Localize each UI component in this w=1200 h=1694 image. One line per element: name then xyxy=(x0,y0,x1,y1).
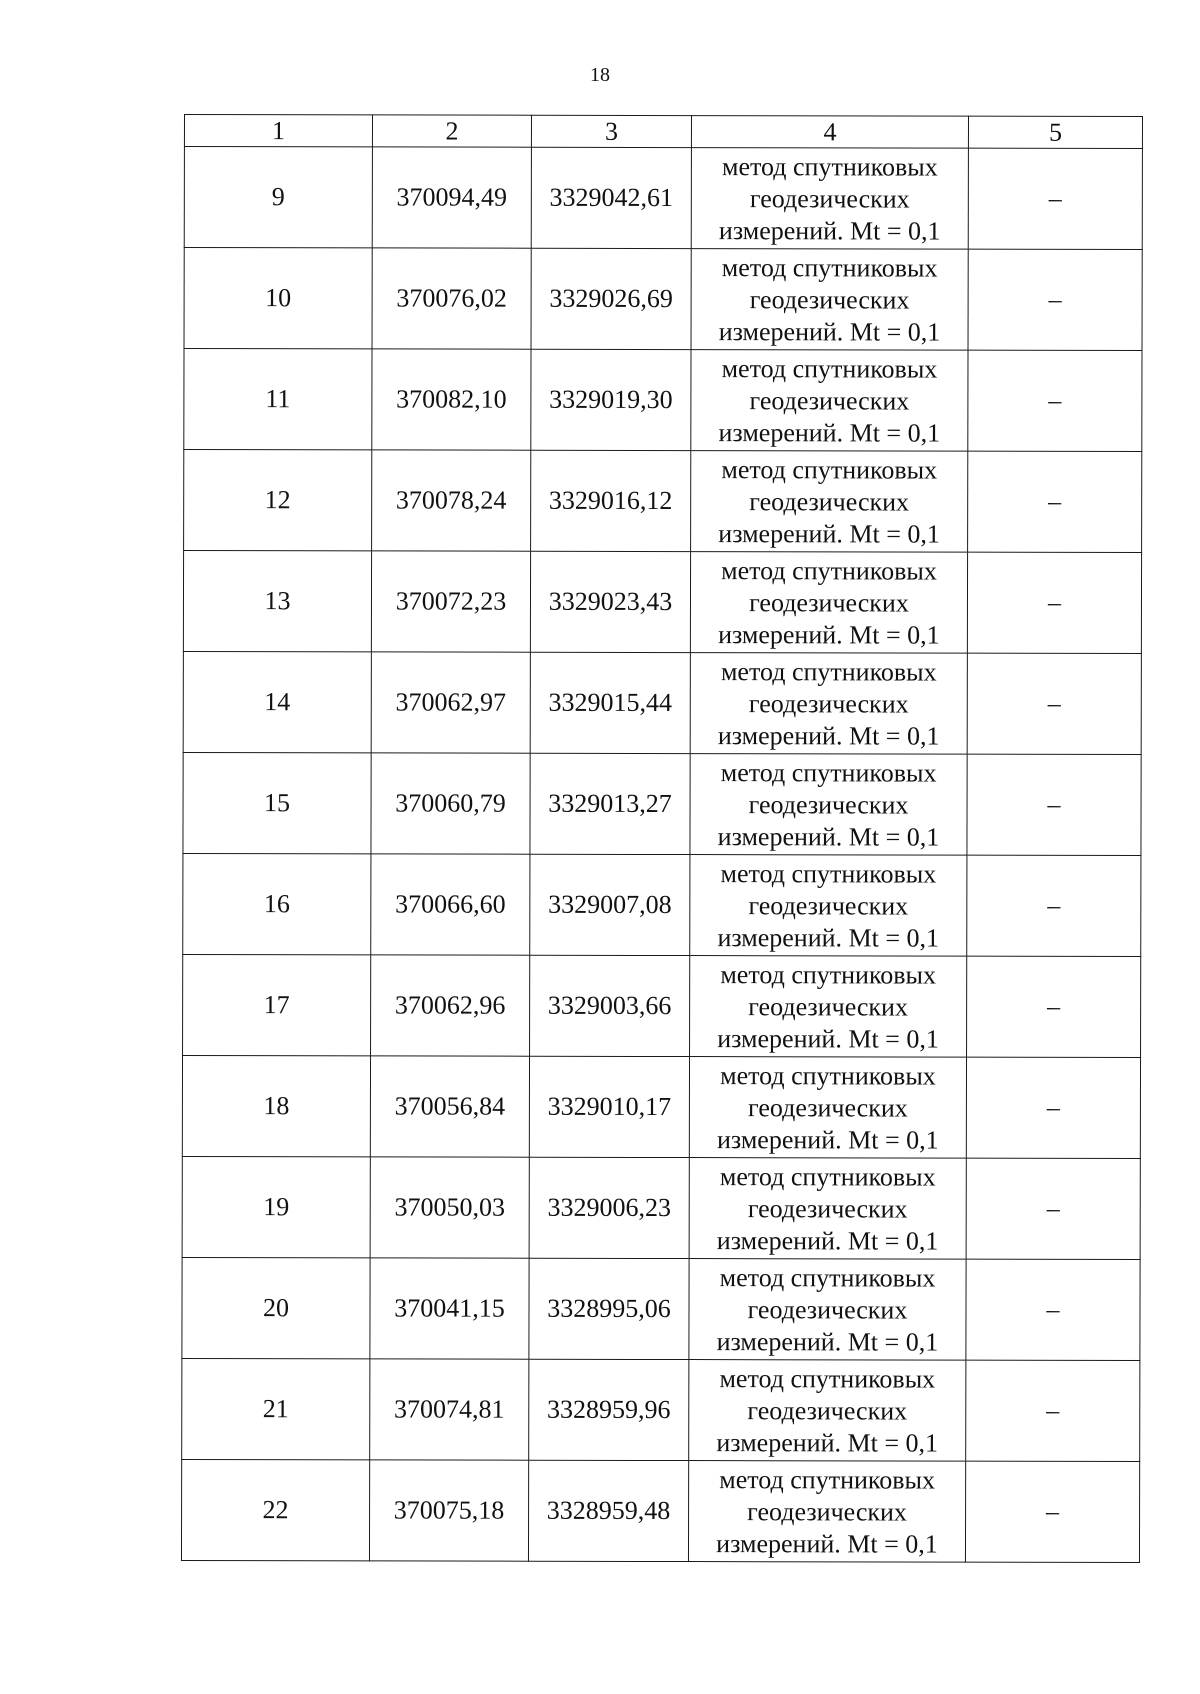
method-line: метод спутниковых xyxy=(722,152,938,182)
table-row xyxy=(183,651,1141,754)
note-cell: – xyxy=(966,1158,1140,1259)
y-coordinate-cell: 3329042,61 xyxy=(531,147,691,248)
y-coordinate-cell: 3328995,06 xyxy=(529,1258,689,1359)
note-cell: – xyxy=(968,148,1142,249)
x-coordinate-cell: 370075,18 xyxy=(369,1460,528,1561)
method-line: метод спутниковых xyxy=(721,556,937,586)
table-row xyxy=(184,450,1142,553)
x-coordinate-cell: 370094,49 xyxy=(372,147,531,248)
method-cell xyxy=(689,1057,966,1159)
table-row xyxy=(184,349,1142,452)
point-number-cell: 14 xyxy=(183,651,371,752)
note-cell: – xyxy=(967,855,1141,956)
method-line: геодезических xyxy=(747,1194,908,1224)
x-coordinate-cell: 370066,60 xyxy=(371,854,530,955)
method-line: геодезических xyxy=(747,1295,908,1325)
point-number-cell: 13 xyxy=(183,551,371,652)
y-coordinate-cell: 3328959,96 xyxy=(529,1359,689,1460)
y-coordinate-cell: 3329023,43 xyxy=(530,551,690,652)
method-cell xyxy=(688,1461,965,1563)
point-number-cell: 20 xyxy=(182,1257,370,1358)
table-row xyxy=(183,954,1141,1057)
x-coordinate-cell: 370072,23 xyxy=(371,551,530,652)
method-line: метод спутниковых xyxy=(721,354,938,384)
note-cell: – xyxy=(966,1360,1140,1461)
method-line: метод спутниковых xyxy=(721,455,938,485)
method-line: измерений. Mt = 0,1 xyxy=(716,1327,939,1357)
y-coordinate-cell: 3329016,12 xyxy=(531,450,691,551)
method-line: измерений. Mt = 0,1 xyxy=(718,418,941,448)
method-cell xyxy=(691,249,968,351)
method-line: геодезических xyxy=(747,1396,908,1426)
y-coordinate-cell: 3329006,23 xyxy=(529,1157,689,1258)
method-cell xyxy=(690,956,967,1058)
coordinates-table xyxy=(181,114,1143,1563)
page-number: 18 xyxy=(590,64,610,86)
method-line: геодезических xyxy=(747,1497,907,1527)
method-line: измерений. Mt = 0,1 xyxy=(716,1529,938,1559)
method-cell xyxy=(690,855,967,957)
y-coordinate-cell: 3329013,27 xyxy=(530,753,690,854)
note-cell: – xyxy=(966,1259,1140,1360)
method-cell xyxy=(689,1259,966,1361)
method-line: геодезических xyxy=(748,891,909,921)
x-coordinate-cell: 370082,10 xyxy=(372,349,531,450)
method-line: геодезических xyxy=(748,689,909,719)
method-cell xyxy=(689,1158,966,1260)
point-number-cell: 9 xyxy=(184,147,372,248)
x-coordinate-cell: 370074,81 xyxy=(370,1359,529,1460)
note-cell: – xyxy=(965,1461,1139,1562)
method-line: геодезических xyxy=(748,992,909,1022)
method-line: метод спутниковых xyxy=(720,859,937,889)
y-coordinate-cell: 3329007,08 xyxy=(530,854,690,955)
note-cell: – xyxy=(968,350,1142,451)
table-header-row xyxy=(184,115,1142,149)
note-cell: – xyxy=(968,451,1142,552)
method-cell xyxy=(690,754,967,856)
note-cell: – xyxy=(968,249,1142,350)
table-row xyxy=(183,551,1141,654)
column-header-1: 1 xyxy=(184,115,372,147)
method-line: измерений. Mt = 0,1 xyxy=(717,923,940,953)
table-row xyxy=(183,752,1141,855)
table-row xyxy=(184,248,1142,351)
method-line: геодезических xyxy=(749,184,910,214)
x-coordinate-cell: 370050,03 xyxy=(370,1157,529,1258)
y-coordinate-cell: 3329003,66 xyxy=(530,955,690,1056)
method-cell xyxy=(691,148,968,250)
table-row xyxy=(181,1459,1139,1562)
note-cell: – xyxy=(967,956,1141,1057)
method-line: метод спутниковых xyxy=(721,253,938,283)
x-coordinate-cell: 370060,79 xyxy=(371,753,530,854)
method-line: геодезических xyxy=(748,790,909,820)
x-coordinate-cell: 370078,24 xyxy=(372,450,531,551)
method-line: измерений. Mt = 0,1 xyxy=(718,317,941,347)
method-line: измерений. Mt = 0,1 xyxy=(718,519,940,549)
x-coordinate-cell: 370076,02 xyxy=(372,248,531,349)
table-row xyxy=(182,1257,1140,1360)
point-number-cell: 10 xyxy=(184,248,372,349)
method-line: измерений. Mt = 0,1 xyxy=(717,721,940,751)
point-number-cell: 12 xyxy=(184,450,372,551)
point-number-cell: 11 xyxy=(184,349,372,450)
method-line: измерений. Mt = 0,1 xyxy=(717,1024,939,1054)
table-body xyxy=(181,147,1142,1563)
point-number-cell: 16 xyxy=(183,853,371,954)
method-line: метод спутниковых xyxy=(720,758,937,788)
x-coordinate-cell: 370062,97 xyxy=(371,652,530,753)
table-row xyxy=(182,1055,1140,1158)
method-cell xyxy=(690,653,967,755)
coordinates-table-container xyxy=(181,114,1142,1563)
method-line: измерений. Mt = 0,1 xyxy=(716,1428,939,1458)
method-line: измерений. Mt = 0,1 xyxy=(718,216,941,246)
method-line: метод спутниковых xyxy=(719,1465,936,1495)
column-header-5: 5 xyxy=(968,116,1142,148)
method-line: метод спутниковых xyxy=(719,1263,936,1293)
table-row xyxy=(183,853,1141,956)
x-coordinate-cell: 370062,96 xyxy=(371,955,530,1056)
method-cell xyxy=(691,350,968,452)
y-coordinate-cell: 3329010,17 xyxy=(529,1056,689,1157)
method-cell xyxy=(689,1360,966,1462)
table-row xyxy=(184,147,1142,250)
method-line: метод спутниковых xyxy=(720,657,937,687)
method-line: геодезических xyxy=(749,487,910,517)
point-number-cell: 18 xyxy=(182,1055,370,1156)
table-row xyxy=(182,1156,1140,1259)
method-line: геодезических xyxy=(749,386,910,416)
method-line: метод спутниковых xyxy=(720,960,937,990)
point-number-cell: 19 xyxy=(182,1156,370,1257)
point-number-cell: 17 xyxy=(183,954,371,1055)
note-cell: – xyxy=(967,754,1141,855)
method-line: измерений. Mt = 0,1 xyxy=(716,1226,939,1256)
note-cell: – xyxy=(966,1057,1140,1158)
method-line: метод спутниковых xyxy=(719,1364,936,1394)
point-number-cell: 15 xyxy=(183,752,371,853)
method-line: метод спутниковых xyxy=(719,1162,936,1192)
method-cell xyxy=(690,552,967,654)
column-header-3: 3 xyxy=(531,115,691,147)
method-line: геодезических xyxy=(749,285,910,315)
y-coordinate-cell: 3329019,30 xyxy=(531,349,691,450)
method-line: метод спутниковых xyxy=(720,1061,936,1091)
y-coordinate-cell: 3329026,69 xyxy=(531,248,691,349)
method-line: измерений. Mt = 0,1 xyxy=(717,822,940,852)
table-row xyxy=(182,1358,1140,1461)
method-line: геодезических xyxy=(749,588,909,618)
method-line: измерений. Mt = 0,1 xyxy=(717,1125,939,1155)
x-coordinate-cell: 370056,84 xyxy=(370,1056,529,1157)
y-coordinate-cell: 3329015,44 xyxy=(530,652,690,753)
method-cell xyxy=(691,451,968,553)
column-header-2: 2 xyxy=(372,115,531,147)
note-cell: – xyxy=(967,653,1141,754)
x-coordinate-cell: 370041,15 xyxy=(370,1258,529,1359)
method-line: геодезических xyxy=(748,1093,908,1123)
note-cell: – xyxy=(967,552,1141,653)
point-number-cell: 22 xyxy=(181,1459,369,1560)
method-line: измерений. Mt = 0,1 xyxy=(718,620,940,650)
y-coordinate-cell: 3328959,48 xyxy=(528,1460,688,1561)
point-number-cell: 21 xyxy=(182,1358,370,1459)
column-header-4: 4 xyxy=(691,116,968,149)
